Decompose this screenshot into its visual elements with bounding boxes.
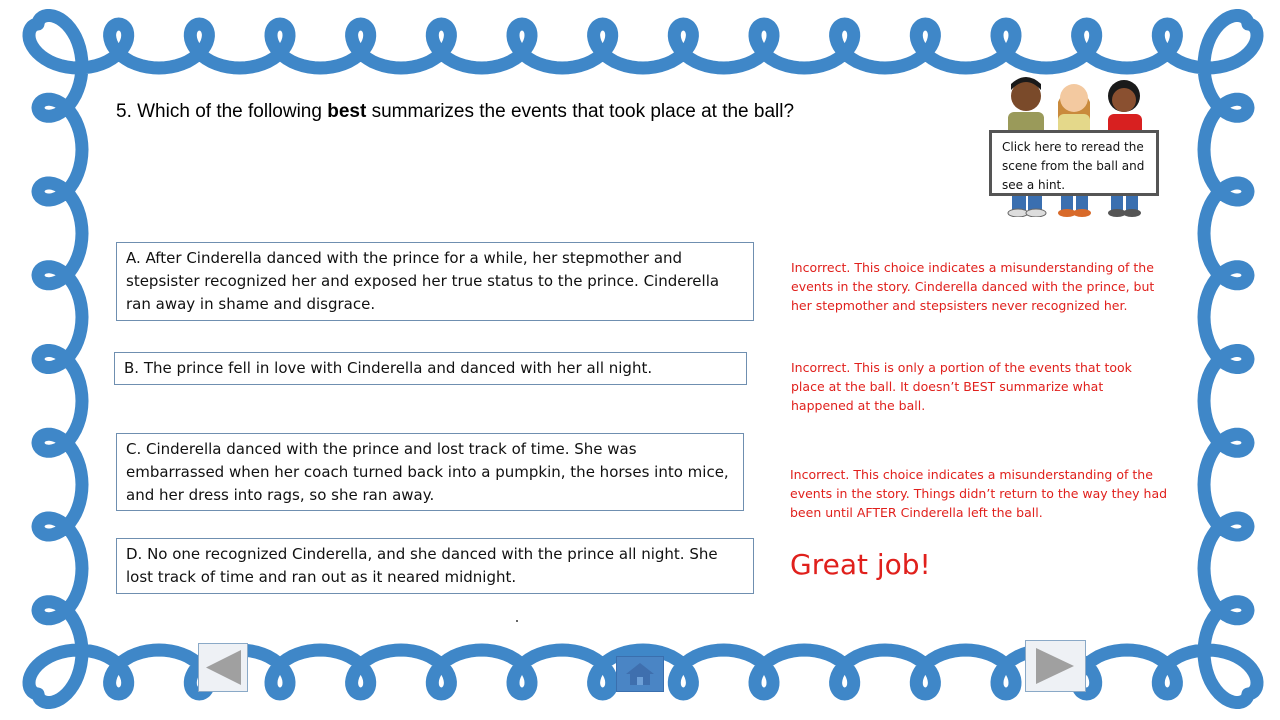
forward-arrow-icon [1026, 641, 1085, 691]
question-emphasis: best [327, 101, 367, 122]
choice-d-label: D. No one recognized Cinderella, and she danced with the prince all night. She lost track of time and ran out as it neared midnight. [126, 545, 718, 586]
feedback-d: Great job! [790, 548, 931, 581]
choice-d[interactable] [116, 538, 754, 594]
choice-c[interactable] [116, 433, 744, 511]
choice-a-label: A. After Cinderella danced with the prince for a while, her stepmother and stepsister recognized her and exposed her true status to the prince. Cinderella ran away in shame and disgrace. [126, 249, 720, 313]
next-button[interactable] [1025, 640, 1086, 692]
back-button[interactable] [198, 643, 248, 692]
question-text: 5. Which of the following best summarizes the events that took place at the ball? [116, 101, 795, 122]
choice-b-label: B. The prince fell in love with Cinderella and danced with her all night. [124, 359, 653, 377]
feedback-b: Incorrect. This is only a portion of the events that took place at the ball. It doesn’t BEST summarize what happened at the ball. [791, 360, 1132, 413]
dot-mark [516, 620, 518, 622]
home-button[interactable] [616, 656, 664, 692]
hint-text: Click here to reread the scene from the ball and see a hint. [1002, 140, 1145, 192]
choice-a[interactable] [116, 242, 754, 321]
feedback-a: Incorrect. This choice indicates a misunderstanding of the events in the story. Cinderella danced with the prince, but her stepmother and stepsisters never recognized her. [791, 260, 1155, 313]
feedback-c: Incorrect. This choice indicates a misunderstanding of the events in the story. Things didn’t return to the way they had been until AFTER Cinderella left the ball. [790, 467, 1168, 520]
choice-c-label: C. Cinderella danced with the prince and lost track of time. She was embarrassed when her coach turned back into a pumpkin, the horses into mice, and her dress into rags, so she ran away. [126, 440, 729, 504]
hint-board-button[interactable] [989, 130, 1159, 196]
back-arrow-icon [199, 644, 247, 691]
home-icon [617, 657, 663, 691]
choice-b[interactable] [114, 352, 747, 385]
